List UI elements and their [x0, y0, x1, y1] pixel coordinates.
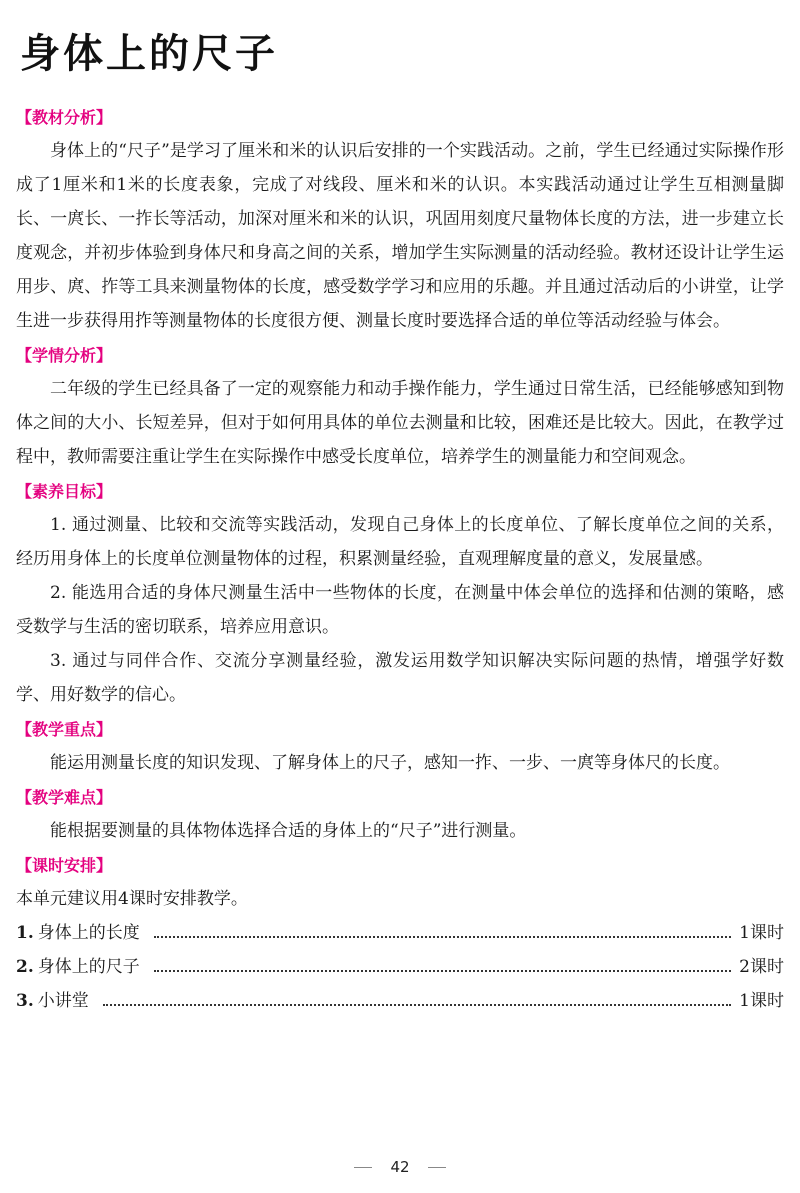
section-textbook-analysis	[16, 102, 784, 338]
section-student-analysis	[16, 340, 784, 474]
section-paragraph: 身体上的“尺子”是学习了厘米和米的认识后安排的一个实践活动。之前，学生已经通过实际操作形成了1厘米和1米的长度表象，完成了对线段、厘米和米的认识。本实践活动通过让学生互相测量脚长、一庹长、一拃长等活动，加深对厘米和米的认识，巩固用刻度尺量物体长度的方法，进一步建立长度观念，并初步体验到身体尺和身高之间的关系，增加学生实际测量的活动经验。教材还设计让学生运用步、庹、拃等工具来测量物体的长度，感受数学学习和应用的乐趣。并且通过活动后的小讲堂，让学生进一步获得用拃等测量物体的长度很方便、测量长度时要选择合适的单位等活动经验与体会。	[16, 141, 784, 331]
section-teaching-focus	[16, 714, 784, 780]
leader-dots	[154, 936, 731, 938]
section-heading: 【学情分析】	[16, 346, 113, 365]
schedule-item-hours: 1课时	[739, 923, 784, 943]
schedule-item-label: 身体上的尺子	[37, 957, 140, 977]
leader-dots	[103, 1004, 731, 1006]
schedule-item-number: 1.	[16, 923, 34, 943]
section-paragraph: 能根据要测量的具体物体选择合适的身体上的“尺子”进行测量。	[50, 821, 527, 841]
schedule-item	[16, 950, 784, 984]
section-heading: 【课时安排】	[16, 856, 113, 875]
schedule-item-hours: 1课时	[739, 991, 784, 1011]
schedule-item-number: 3.	[16, 991, 34, 1011]
schedule-item	[16, 984, 784, 1018]
page-footer	[0, 1158, 800, 1176]
page-content	[16, 100, 784, 1018]
schedule-item-label: 小讲堂	[37, 991, 89, 1011]
page-title: 身体上的尺子	[20, 31, 278, 77]
schedule-item-label: 身体上的长度	[37, 923, 140, 943]
leader-dots	[154, 970, 731, 972]
section-heading: 【教材分析】	[16, 108, 113, 127]
schedule-item	[16, 916, 784, 950]
footer-dash-left	[354, 1167, 372, 1168]
section-paragraph: 二年级的学生已经具备了一定的观察能力和动手操作能力，学生通过日常生活，已经能够感知到物体之间的大小、长短差异，但对于如何用具体的单位去测量和比较，困难还是比较大。因此，在教学过程中，教师需要注重让学生在实际操作中感受长度单位，培养学生的测量能力和空间观念。	[16, 379, 784, 467]
goal-paragraph: 2. 能选用合适的身体尺测量生活中一些物体的长度，在测量中体会单位的选择和估测的策略，感受数学与生活的密切联系，培养应用意识。	[16, 583, 784, 637]
schedule-intro: 本单元建议用4课时安排教学。	[16, 889, 248, 909]
goal-paragraph: 3. 通过与同伴合作、交流分享测量经验，激发运用数学知识解决实际问题的热情，增强学好数学、用好数学的信心。	[16, 651, 784, 705]
page-number: 42	[390, 1158, 410, 1176]
section-heading: 【教学难点】	[16, 788, 113, 807]
section-schedule	[16, 850, 784, 1018]
section-heading: 【素养目标】	[16, 482, 113, 501]
schedule-item-hours: 2课时	[739, 957, 784, 977]
section-teaching-difficulty	[16, 782, 784, 848]
footer-dash-right	[428, 1167, 446, 1168]
goal-paragraph: 1. 通过测量、比较和交流等实践活动，发现自己身体上的长度单位、了解长度单位之间的关系，经历用身体上的长度单位测量物体的过程，积累测量经验，直观理解度量的意义，发展量感。	[16, 515, 784, 569]
schedule-item-number: 2.	[16, 957, 34, 977]
schedule-list	[16, 916, 784, 1018]
section-literacy-goals	[16, 476, 784, 712]
section-heading: 【教学重点】	[16, 720, 113, 739]
section-paragraph: 能运用测量长度的知识发现、了解身体上的尺子，感知一拃、一步、一庹等身体尺的长度。	[50, 753, 730, 773]
